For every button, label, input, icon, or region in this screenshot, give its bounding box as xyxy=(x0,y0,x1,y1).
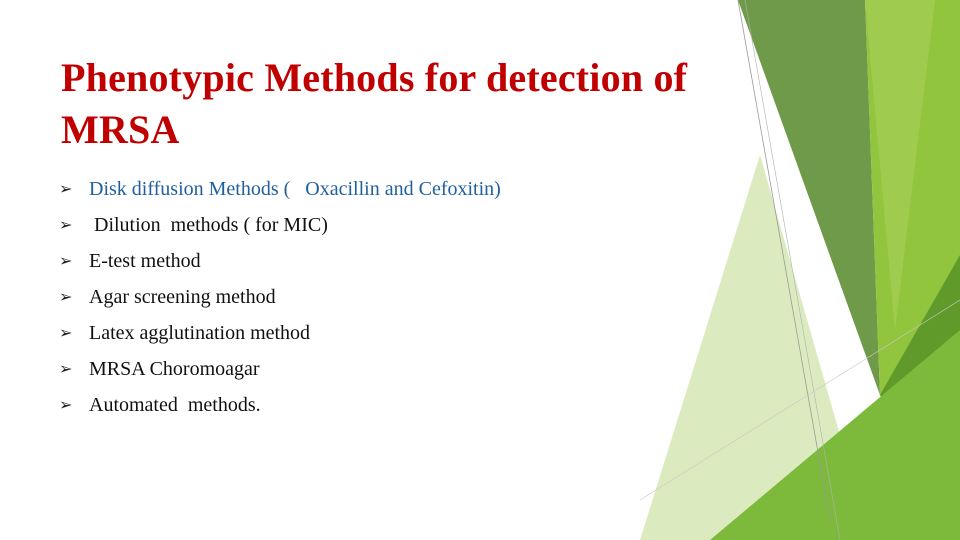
bullet-item xyxy=(61,315,701,351)
arrow-bullet-icon: ➢ xyxy=(59,359,73,378)
bullet-text: MRSA Choromoagar xyxy=(89,358,260,380)
bullet-item xyxy=(61,387,701,423)
arrow-bullet-icon: ➢ xyxy=(59,287,73,306)
bullet-list xyxy=(61,171,701,423)
bullet-item xyxy=(61,279,701,315)
bullet-text: E-test method xyxy=(89,250,201,272)
arrow-bullet-icon: ➢ xyxy=(59,395,73,414)
arrow-bullet-icon: ➢ xyxy=(59,323,73,342)
bullet-item xyxy=(61,207,701,243)
bullet-text: Agar screening method xyxy=(89,286,276,308)
bullet-item xyxy=(61,351,701,387)
bullet-text: Latex agglutination method xyxy=(89,322,311,344)
arrow-bullet-icon: ➢ xyxy=(59,179,73,198)
bullet-text: Automated methods. xyxy=(89,394,261,416)
slide-title: Phenotypic Methods for detection of MRSA xyxy=(61,55,688,152)
bullet-text: Dilution methods ( for MIC) xyxy=(89,214,328,236)
bullet-item xyxy=(61,243,701,279)
arrow-bullet-icon: ➢ xyxy=(59,215,73,234)
arrow-bullet-icon: ➢ xyxy=(59,251,73,270)
bullet-text: Disk diffusion Methods ( Oxacillin and Cefoxitin) xyxy=(89,178,501,200)
bullet-item xyxy=(61,171,701,207)
